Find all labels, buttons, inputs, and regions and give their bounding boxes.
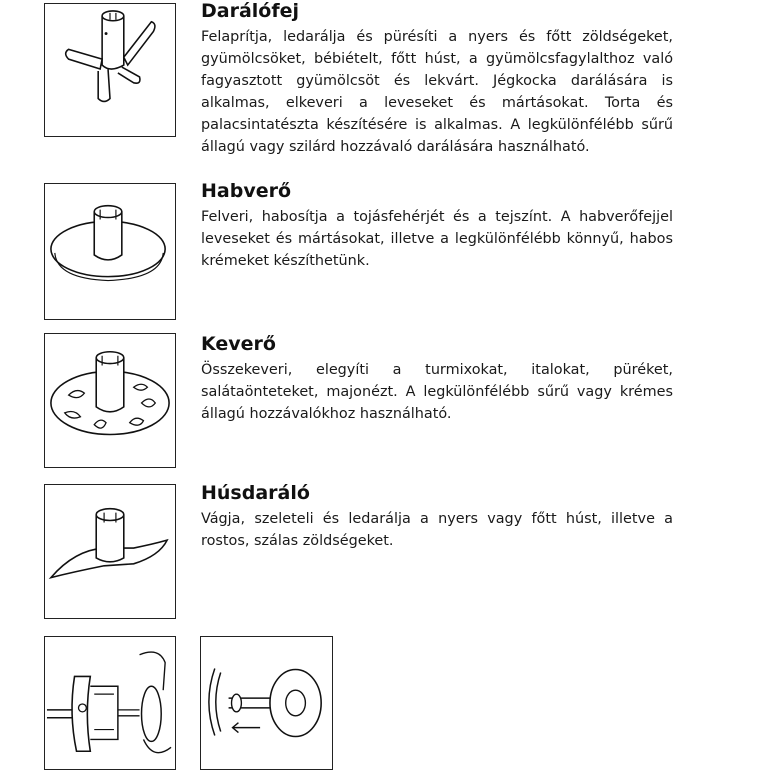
whisk-image-frame: [44, 183, 176, 320]
chopper-blade-icon: [45, 4, 175, 136]
mixer-image-frame: [44, 333, 176, 468]
attach-blade-hand-icon: [45, 637, 175, 769]
mixer-disc-icon: [45, 334, 175, 467]
meat-grinder-image-frame: [44, 484, 176, 619]
section-description: Felaprítja, ledarálja és pürésíti a nyers és főtt zöldségeket, gyümölcsöket, bébiételt, főtt húst, a gyümölcsfagylalthoz való fagyasztott gyümölcsöt és lekvárt. Jégkocka darálására is alkalmas, elkeveri a leveseket és mártásokat. Torta és palacsintatészta készítésére is alkalmas. A legkülönfélébb sűrű állagú vagy szilárd hozzávaló darálására használható.: [201, 29, 673, 155]
chopper-image-frame: [44, 3, 176, 137]
attach-disc-image-frame: [200, 636, 333, 770]
section-title: Keverő: [201, 333, 276, 355]
attach-disc-arrow-icon: [201, 637, 332, 769]
section-description: Vágja, szeleteli és ledarálja a nyers vagy főtt húst, illetve a rostos, szálas zöldségeket.: [201, 511, 673, 549]
attach-blade-image-frame: [44, 636, 176, 770]
section-description: Felveri, habosítja a tojásfehérjét és a tejszínt. A habverőfejjel leveseket és mártásokat, illetve a legkülönfélébb könnyű, habos krémeket készíthetünk.: [201, 209, 673, 269]
section-title: Habverő: [201, 180, 292, 202]
meat-grinder-blade-icon: [45, 485, 175, 618]
section-title: Húsdaráló: [201, 482, 310, 504]
section-description: Összekeveri, elegyíti a turmixokat, italokat, püréket, salátaönteteket, majonézt. A legkülönfélébb sűrű vagy krémes állagú hozzávalókhoz használható.: [201, 362, 673, 422]
section-title: Darálófej: [201, 0, 300, 22]
whisk-disc-icon: [45, 184, 175, 319]
